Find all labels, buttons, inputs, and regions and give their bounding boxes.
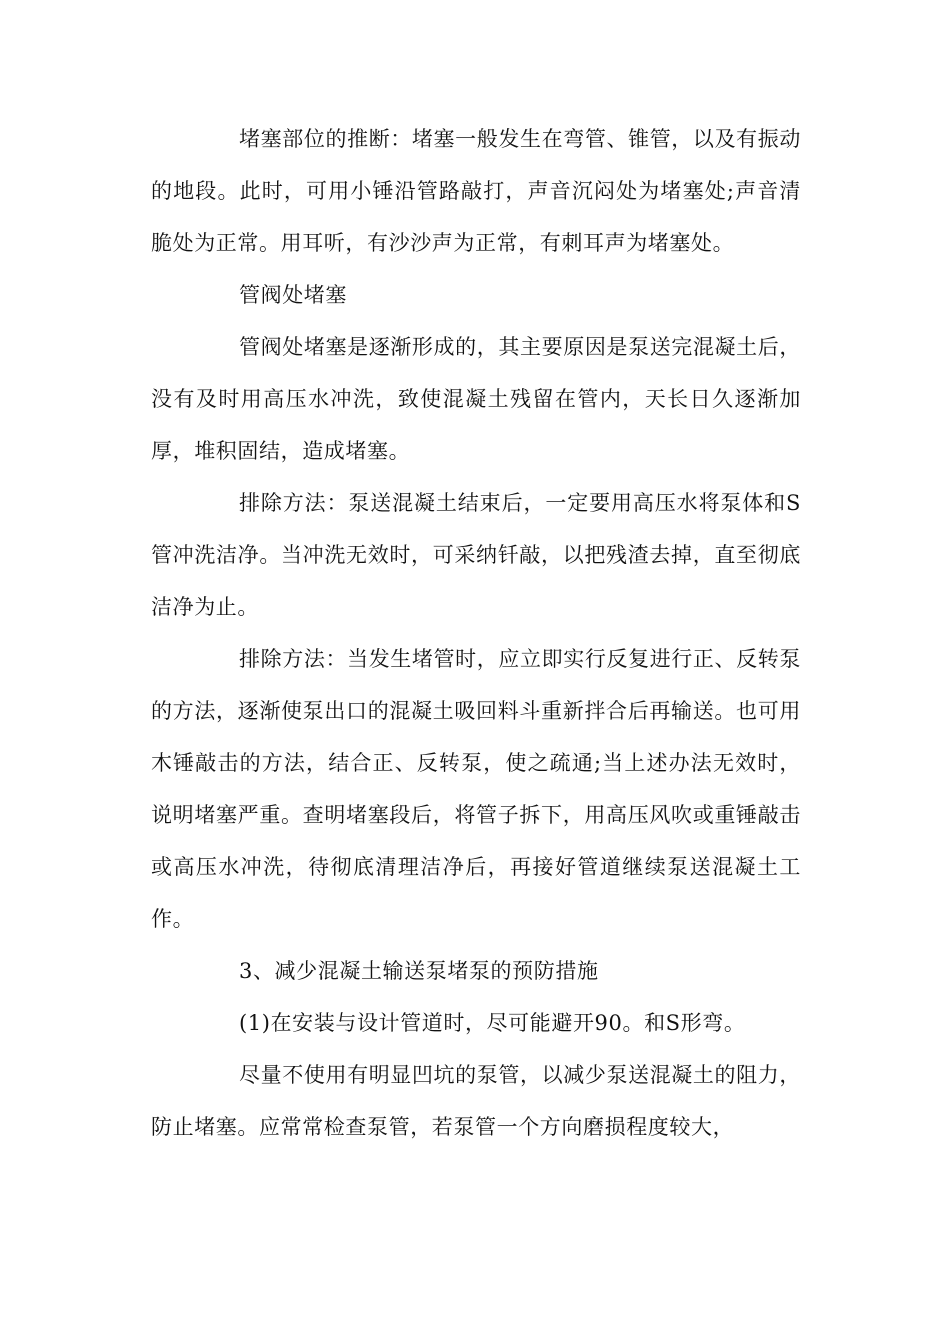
paragraph-valve-blockage-cause: 管阀处堵塞是逐渐形成的，其主要原因是泵送完混凝土后，没有及时用高压水冲洗，致使混凝土残留在管内，天长日久逐渐加厚，堆积固结，造成堵塞。	[151, 335, 801, 463]
document-body	[151, 113, 801, 1153]
paragraph-pipe-inspection: 尽量不使用有明显凹坑的泵管，以减少泵送混凝土的阻力，防止堵塞。应常常检查泵管，若泵管一个方向磨损程度较大，	[151, 1063, 801, 1139]
paragraph-removal-method-2: 排除方法：当发生堵管时，应立即实行反复进行正、反转泵的方法，逐渐使泵出口的混凝土吸回料斗重新拌合后再输送。也可用木锤敲击的方法，结合正、反转泵，使之疏通;当上述办法无效时，说明堵塞严重。查明堵塞段后，将管子拆下，用高压风吹或重锤敲击或高压水冲洗，待彻底清理洁净后，再接好管道继续泵送混凝土工作。	[151, 647, 801, 931]
paragraph-removal-method-1: 排除方法：泵送混凝土结束后，一定要用高压水将泵体和S管冲洗洁净。当冲洗无效时，可采纳钎敲，以把残渣去掉，直至彻底洁净为止。	[151, 491, 801, 619]
heading-prevention-measures: 3、减少混凝土输送泵堵泵的预防措施	[239, 959, 599, 983]
paragraph-pipe-layout: (1)在安装与设计管道时，尽可能避开90。和S形弯。	[239, 1011, 746, 1035]
paragraph-blockage-location: 堵塞部位的推断：堵塞一般发生在弯管、锥管，以及有振动的地段。此时，可用小锤沿管路敲打，声音沉闷处为堵塞处;声音清脆处为正常。用耳听，有沙沙声为正常，有刺耳声为堵塞处。	[151, 127, 801, 255]
heading-valve-blockage: 管阀处堵塞	[239, 283, 347, 307]
